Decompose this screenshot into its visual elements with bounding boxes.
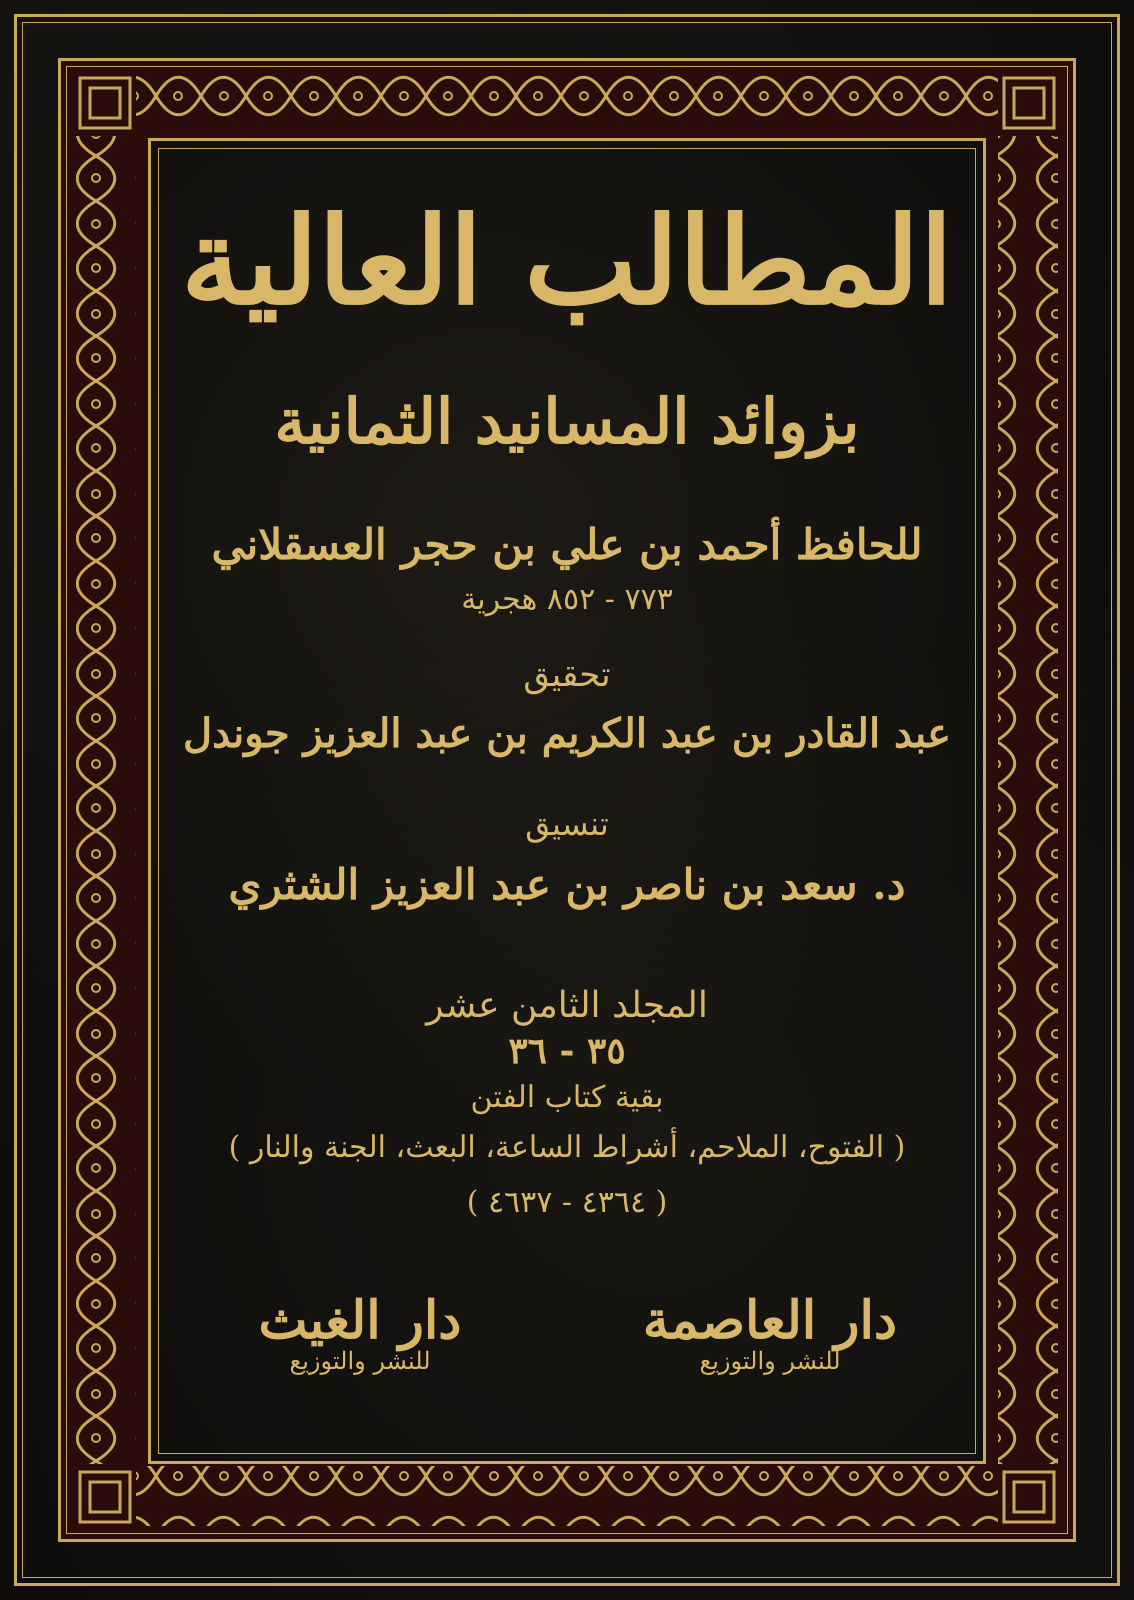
tahqiq-label: تحقيق (523, 655, 611, 695)
book-title: المطالب العالية (181, 191, 953, 332)
hadith-range: ( ٤٣٦٤ - ٤٦٣٧ ) (466, 1185, 668, 1220)
publisher-subtitle: للنشر والتوزيع (699, 1347, 841, 1375)
publisher-logo-asimah (620, 1290, 920, 1375)
parts-numbers: ٣٥ - ٣٦ (508, 1030, 626, 1072)
publisher-name: دار الغيث (258, 1290, 462, 1351)
tansiq-label: تنسيق (525, 805, 609, 843)
book-section: بقية كتاب الفتن (470, 1080, 664, 1115)
publisher-logo-ghaith (210, 1290, 510, 1375)
tahqiq-name: عبد القادر بن عبد الكريم بن عبد العزيز جوندل (183, 710, 951, 757)
publisher-subtitle: للنشر والتوزيع (289, 1347, 431, 1375)
center-panel-inner-line (158, 148, 976, 1454)
book-subtitle: بزوائد المسانيد الثمانية (274, 385, 860, 458)
author-dates: ٧٧٣ - ٨٥٢ هجرية (461, 582, 673, 617)
tansiq-name: د. سعد بن ناصر بن عبد العزيز الشثري (228, 860, 906, 909)
topics-list: ( الفتوح، الملاحم، أشراط الساعة، البعث، الجنة والنار ) (228, 1130, 906, 1165)
volume-label: المجلد الثامن عشر (426, 985, 708, 1026)
publisher-name: دار العاصمة (642, 1290, 898, 1351)
author-line: للحافظ أحمد بن علي بن حجر العسقلاني (211, 520, 923, 569)
